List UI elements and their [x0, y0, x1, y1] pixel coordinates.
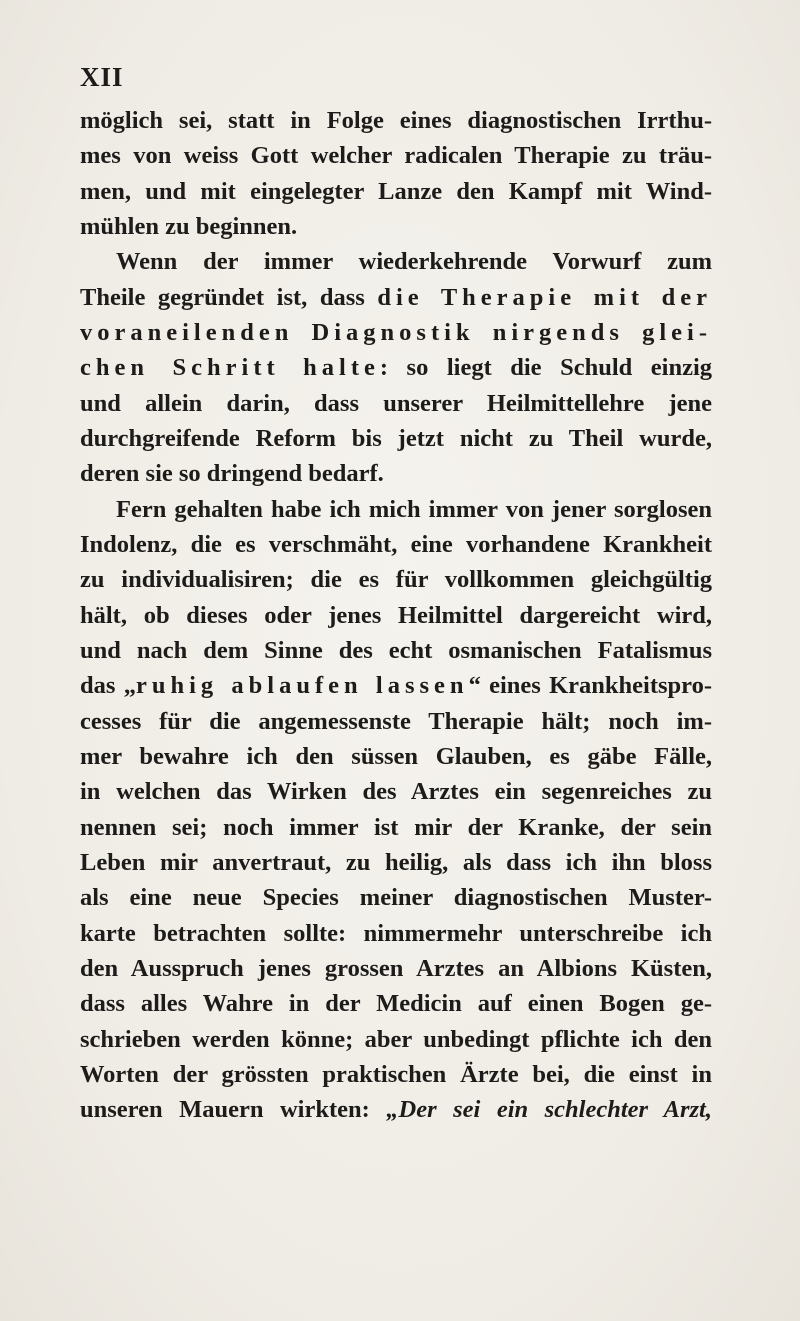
text-line: dass alles Wahre in der Medicin auf einen Bogen ge- [80, 990, 712, 1018]
text-line: mes von weiss Gott welcher radicalen Therapie zu träu- [80, 142, 712, 170]
text-line: unseren Mauern wirkten: „Der sei ein schlechter Arzt, [80, 1096, 712, 1124]
italic-quote: „Der sei ein schlechter Arzt, [386, 1096, 712, 1124]
body-text [80, 103, 712, 1128]
text-line: chen Schritt halte: so liegt die Schuld einzig [80, 354, 712, 382]
text-line: Theile gegründet ist, dass die Therapie mit der [80, 283, 712, 311]
text-line: deren sie so dringend bedarf. [80, 460, 384, 488]
page-number: XII [80, 62, 124, 92]
text-line: mer bewahre ich den süssen Glauben, es gäbe Fälle, [80, 742, 712, 770]
text-line: das „ruhig ablaufen lassen“ eines Krankheitspro- [80, 672, 712, 700]
text-line: mühlen zu beginnen. [80, 212, 298, 240]
text-line: cesses für die angemessenste Therapie hält; noch im- [80, 707, 712, 735]
text-line: den Ausspruch jenes grossen Arztes an Albions Küsten, [80, 954, 712, 982]
text-line: durchgreifende Reform bis jetzt nicht zu Theil wurde, [80, 424, 712, 452]
text-line: und nach dem Sinne des echt osmanischen Fatalismus [80, 636, 712, 664]
text-line: Indolenz, die es verschmäht, eine vorhandene Krankheit [80, 530, 712, 558]
text-line: schrieben werden könne; aber unbedingt pflichte ich den [80, 1025, 712, 1053]
text-line: hält, ob dieses oder jenes Heilmittel dargereicht wird, [80, 601, 712, 629]
spaced-emphasis: ruhig ablaufen lassen [135, 672, 469, 700]
text-line: und allein darin, dass unserer Heilmittellehre jene [80, 389, 712, 417]
text-line: zu individualisiren; die es für vollkommen gleichgültig [80, 566, 712, 594]
text-line: Wenn der immer wiederkehrende Vorwurf zum [116, 248, 712, 276]
spaced-emphasis: die Therapie mit der [377, 283, 712, 311]
text-line: men, und mit eingelegter Lanze den Kampf mit Wind- [80, 177, 712, 205]
spaced-emphasis: chen Schritt halte [80, 354, 380, 382]
text-line: in welchen das Wirken des Arztes ein segenreiches zu [80, 778, 712, 806]
text-line: möglich sei, statt in Folge eines diagnostischen Irrthu- [80, 107, 712, 134]
text-line: karte betrachten sollte: nimmermehr unterschreibe ich [80, 919, 712, 947]
text-line: voraneilenden Diagnostik nirgends glei- [80, 318, 712, 346]
text-line: Leben mir anvertraut, zu heilig, als dass ich ihn bloss [80, 848, 712, 876]
text-line: Fern gehalten habe ich mich immer von jener sorglosen [116, 495, 712, 523]
text-line: Worten der grössten praktischen Ärzte bei, die einst in [80, 1060, 712, 1088]
text-line: als eine neue Species meiner diagnostischen Muster- [80, 884, 712, 912]
text-line: nennen sei; noch immer ist mir der Kranke, der sein [80, 813, 712, 841]
